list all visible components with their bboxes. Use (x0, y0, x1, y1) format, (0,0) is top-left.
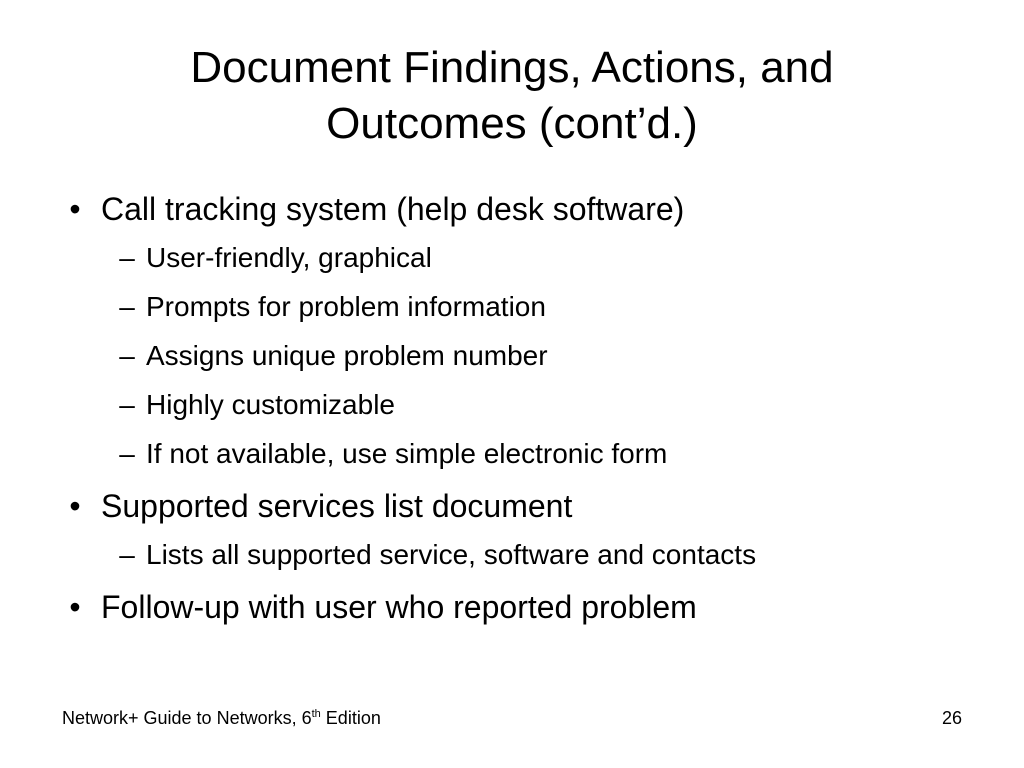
bullet-dot-icon: • (69, 191, 81, 227)
bullet-text: Supported services list document (101, 488, 573, 524)
subbullet-text: Prompts for problem information (146, 291, 546, 322)
bullet-follow-up (60, 584, 980, 630)
bullet-supported-services (60, 483, 980, 529)
dash-icon: – (119, 539, 135, 570)
dash-icon: – (119, 291, 135, 322)
subbullet-user-friendly (60, 238, 980, 278)
subbullet-assigns (60, 336, 980, 376)
subbullet-text: Assigns unique problem number (146, 340, 548, 371)
dash-icon: – (119, 389, 135, 420)
subbullet-customizable (60, 385, 980, 425)
bullet-text: Call tracking system (help desk software) (101, 191, 685, 227)
bullet-call-tracking (60, 186, 980, 232)
subbullet-lists-all (60, 535, 980, 575)
slide-title-line-2: Outcomes (cont’d.) (326, 99, 698, 148)
dash-icon: – (119, 242, 135, 273)
subbullet-text: User-friendly, graphical (146, 242, 432, 273)
dash-icon: – (119, 438, 135, 469)
subbullet-text: Highly customizable (146, 389, 395, 420)
page-number: 26 (941, 708, 962, 728)
bullet-list (60, 186, 980, 636)
slide-title-line-1: Document Findings, Actions, and (190, 43, 834, 92)
subbullet-text: Lists all supported service, software and contacts (146, 539, 757, 570)
subbullet-electronic-form (60, 434, 980, 474)
subbullet-prompts (60, 287, 980, 327)
footer-superscript: th (311, 708, 321, 720)
footer-book-title (62, 706, 381, 730)
footer-book-suffix: Edition (320, 708, 381, 728)
bullet-dot-icon: • (69, 488, 81, 524)
bullet-dot-icon: • (69, 589, 81, 625)
dash-icon: – (119, 340, 135, 371)
slide-title (90, 40, 934, 152)
subbullet-text: If not available, use simple electronic form (146, 438, 668, 469)
footer-book-prefix: Network+ Guide to Networks, 6 (62, 708, 312, 728)
bullet-text: Follow-up with user who reported problem (101, 589, 697, 625)
